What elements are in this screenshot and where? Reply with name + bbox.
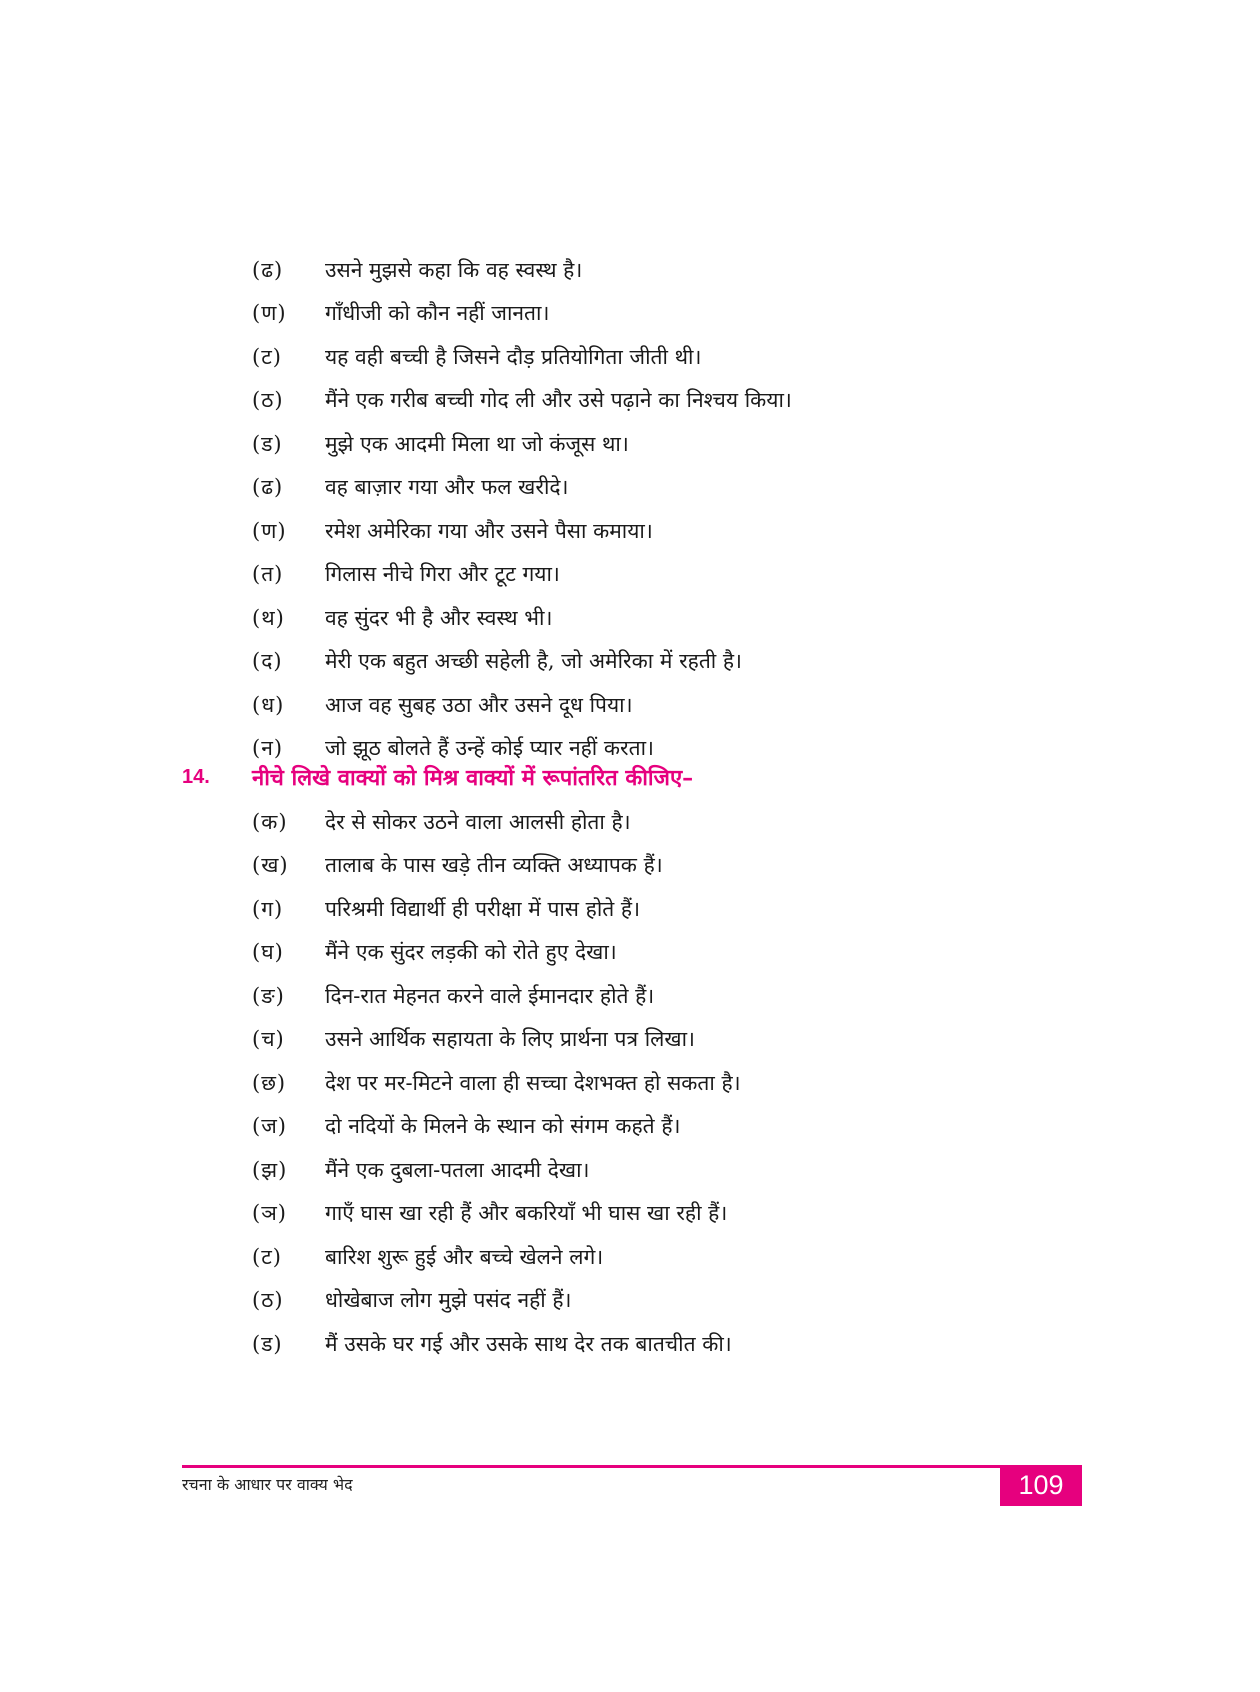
list-item bbox=[252, 844, 1152, 888]
list-item bbox=[252, 422, 1152, 466]
item-text: मेरी एक बहुत अच्छी सहेली है, जो अमेरिका में रहती है। bbox=[325, 649, 743, 674]
item-text: मैंने एक गरीब बच्ची गोद ली और उसे पढ़ाने का निश्चय किया। bbox=[325, 388, 792, 413]
item-text: मैंने एक दुबला-पतला आदमी देखा। bbox=[325, 1157, 590, 1182]
item-marker: (ठ) bbox=[252, 388, 284, 413]
item-text: गाँधीजी को कौन नहीं जानता। bbox=[325, 301, 550, 326]
item-marker: (ड) bbox=[252, 1331, 283, 1356]
list-item bbox=[252, 1322, 1152, 1366]
chapter-title: रचना के आधार पर वाक्य भेद bbox=[182, 1475, 353, 1494]
item-marker: (क) bbox=[252, 809, 288, 834]
item-text: देर से सोकर उठने वाला आलसी होता है। bbox=[325, 809, 631, 834]
item-marker: (घ) bbox=[252, 940, 284, 965]
item-marker: (ण) bbox=[252, 301, 287, 326]
list-item bbox=[252, 1018, 1152, 1062]
item-marker: (ठ) bbox=[252, 1288, 284, 1313]
item-marker: (ड) bbox=[252, 431, 283, 456]
question-number: 14. bbox=[182, 765, 210, 788]
list-item bbox=[252, 887, 1152, 931]
item-text: मैं उसके घर गई और उसके साथ देर तक बातचीत की। bbox=[325, 1331, 732, 1356]
item-marker: (द) bbox=[252, 649, 283, 674]
item-text: दो नदियों के मिलने के स्थान को संगम कहते हैं। bbox=[325, 1114, 681, 1139]
list-item bbox=[252, 1061, 1152, 1105]
item-marker: (ज) bbox=[252, 1114, 287, 1139]
list-item bbox=[252, 974, 1152, 1018]
page-number: 109 bbox=[1018, 1470, 1064, 1500]
list-item bbox=[252, 1235, 1152, 1279]
list-item bbox=[252, 1192, 1152, 1236]
list-item bbox=[252, 553, 1152, 597]
list-item bbox=[252, 466, 1152, 510]
item-text: उसने मुझसे कहा कि वह स्वस्थ है। bbox=[325, 257, 583, 282]
list-item bbox=[252, 931, 1152, 975]
item-marker: (ढ) bbox=[252, 475, 284, 500]
item-text: बारिश शुरू हुई और बच्चे खेलने लगे। bbox=[325, 1244, 604, 1269]
item-marker: (च) bbox=[252, 1027, 285, 1052]
item-marker: (ट) bbox=[252, 1244, 282, 1269]
item-text: वह बाज़ार गया और फल खरीदे। bbox=[325, 475, 569, 500]
item-marker: (न) bbox=[252, 736, 284, 761]
item-text: आज वह सुबह उठा और उसने दूध पिया। bbox=[325, 692, 633, 717]
list-item bbox=[252, 1279, 1152, 1323]
item-text: मुझे एक आदमी मिला था जो कंजूस था। bbox=[325, 431, 629, 456]
list-item bbox=[252, 1105, 1152, 1149]
item-text: मैंने एक सुंदर लड़की को रोते हुए देखा। bbox=[325, 940, 617, 965]
list-item bbox=[252, 292, 1152, 336]
item-marker: (ण) bbox=[252, 518, 287, 543]
item-text: धोखेबाज लोग मुझे पसंद नहीं हैं। bbox=[325, 1288, 572, 1313]
list-item bbox=[252, 683, 1152, 727]
item-text: गाएँ घास खा रही हैं और बकरियाँ भी घास खा रही हैं। bbox=[325, 1201, 728, 1226]
question-text: नीचे लिखे वाक्यों को मिश्र वाक्यों में रूपांतरित कीजिए– bbox=[252, 765, 694, 791]
exercise-list-14 bbox=[252, 800, 1152, 1366]
item-marker: (ङ) bbox=[252, 983, 285, 1008]
item-text: यह वही बच्ची है जिसने दौड़ प्रतियोगिता जीती थी। bbox=[325, 344, 702, 369]
exercise-list-continued bbox=[252, 248, 1152, 770]
list-item bbox=[252, 335, 1152, 379]
item-text: गिलास नीचे गिरा और टूट गया। bbox=[325, 562, 560, 587]
item-marker: (त) bbox=[252, 562, 284, 587]
question-heading bbox=[182, 757, 693, 797]
item-marker: (छ) bbox=[252, 1070, 287, 1095]
list-item bbox=[252, 1148, 1152, 1192]
item-text: देश पर मर-मिटने वाला ही सच्चा देशभक्त हो सकता है। bbox=[325, 1070, 741, 1095]
list-item bbox=[252, 800, 1152, 844]
page-number-badge bbox=[1000, 1465, 1082, 1506]
item-text: जो झूठ बोलते हैं उन्हें कोई प्यार नहीं करता। bbox=[325, 736, 654, 761]
item-marker: (ढ) bbox=[252, 257, 284, 282]
list-item bbox=[252, 640, 1152, 684]
item-marker: (ग) bbox=[252, 896, 284, 921]
item-text: रमेश अमेरिका गया और उसने पैसा कमाया। bbox=[325, 518, 653, 543]
item-marker: (ध) bbox=[252, 692, 285, 717]
list-item bbox=[252, 248, 1152, 292]
item-text: वह सुंदर भी है और स्वस्थ भी। bbox=[325, 605, 553, 630]
item-marker: (ख) bbox=[252, 853, 289, 878]
item-text: परिश्रमी विद्यार्थी ही परीक्षा में पास होते हैं। bbox=[325, 896, 641, 921]
list-item bbox=[252, 379, 1152, 423]
footer-divider bbox=[182, 1465, 1082, 1468]
item-marker: (ट) bbox=[252, 344, 282, 369]
item-text: दिन-रात मेहनत करने वाले ईमानदार होते हैं। bbox=[325, 983, 655, 1008]
item-text: तालाब के पास खड़े तीन व्यक्ति अध्यापक हैं। bbox=[325, 853, 663, 878]
item-marker: (थ) bbox=[252, 605, 285, 630]
list-item bbox=[252, 509, 1152, 553]
item-text: उसने आर्थिक सहायता के लिए प्रार्थना पत्र लिखा। bbox=[325, 1027, 695, 1052]
list-item bbox=[252, 596, 1152, 640]
item-marker: (ञ) bbox=[252, 1201, 287, 1226]
item-marker: (झ) bbox=[252, 1157, 288, 1182]
